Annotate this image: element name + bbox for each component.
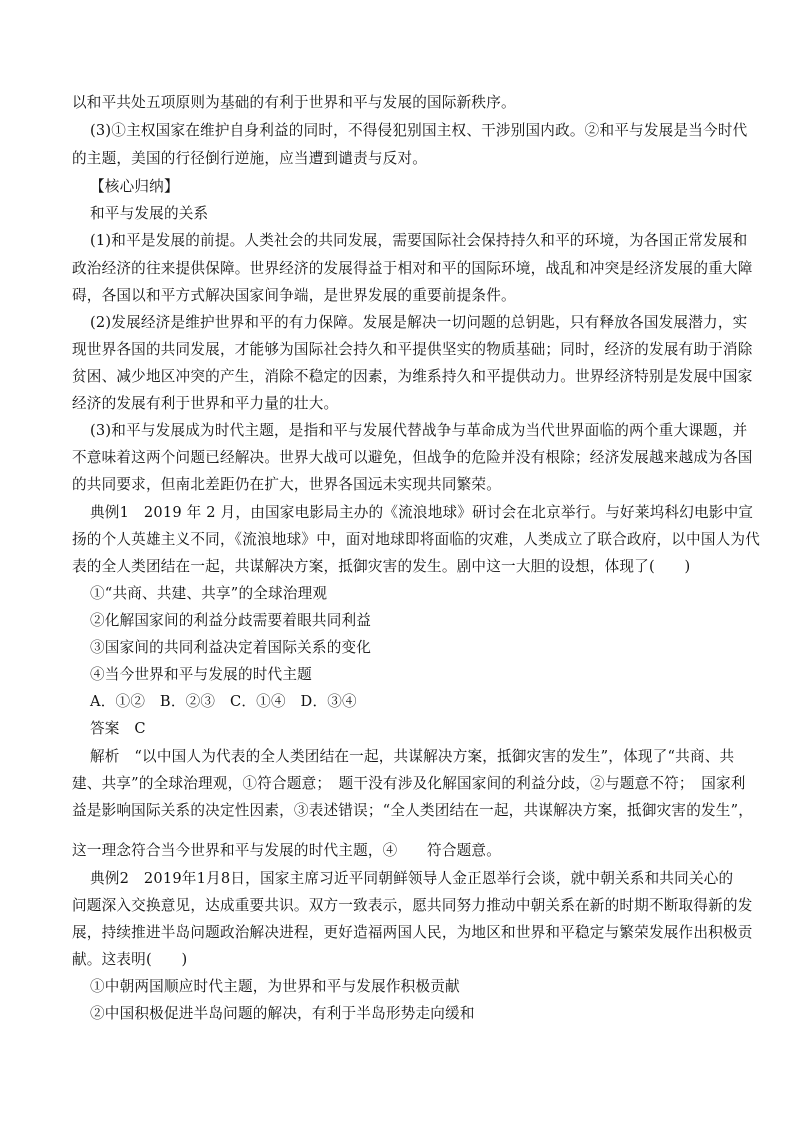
text-line: 献。这表明( ) [72, 951, 188, 968]
text-line: 建、共享”的全球治理观，①符合题意； 题干没有涉及化解国家间的利益分歧，②与题意不符； 国家利 [72, 775, 746, 792]
option-item: ①中朝两国顺应时代主题，为世界和平与发展作积极贡献 [90, 978, 460, 995]
option-item: ④当今世界和平与发展的时代主题 [90, 666, 312, 683]
example-question: 典例1 2019 年 2 月，由国家电影局主办的《流浪地球》研讨会在北京举行。与好莱坞科幻电影中宣 [90, 504, 754, 521]
text-line: 扬的个人英雄主义不同，《流浪地球》中，面对地球即将面临的灾难，人类成立了联合政府，以中国人为代 [72, 531, 761, 548]
text-line: (3)和平与发展成为时代主题，是指和平与发展代替战争与革命成为当代世界面临的两个重大课题，并 [90, 422, 748, 439]
text-line: 的共同要求，但南北差距仍在扩大，世界各国远未实现共同繁荣。 [72, 476, 502, 493]
example-question: 典例2 2019年1月8日，国家主席习近平同朝鲜领导人金正恩举行会谈，就中朝关系和共同关心的 [90, 870, 734, 887]
text-line: 政治经济的往来提供保障。世界经济的发展得益于相对和平的国际环境，战乱和冲突是经济发展的重大障 [72, 260, 753, 277]
text-line: 碍，各国以和平方式解决国家间争端，是世界发展的重要前提条件。 [72, 287, 516, 304]
text-line: (2)发展经济是维护世界和平的有力保障。发展是解决一切问题的总钥匙，只有释放各国发展潜力，实 [90, 314, 748, 331]
section-heading: 【核心归纳】 [90, 178, 179, 195]
text-line: 这一理念符合当今世界和平与发展的时代主题，④ 符合题意。 [72, 842, 502, 859]
answer-line: 答案 C [90, 720, 146, 737]
text-line: 的主题，美国的行径倒行逆施，应当遭到谴责与反对。 [72, 150, 428, 167]
text-line: (3)①主权国家在维护自身利益的同时，不得侵犯别国主权、干涉别国内政。②和平与发展是当今时代 [90, 122, 748, 139]
text-line: 不意味着这两个问题已经解决。世界大战可以避免，但战争的危险并没有根除；经济发展越来越成为各国 [72, 449, 753, 466]
option-item: ②中国积极促进半岛问题的解决，有利于半岛形势走向缓和 [90, 1005, 475, 1022]
text-line: 贫困、减少地区冲突的产生，消除不稳定的因素，为维系持久和平提供动力。世界经济特别是发展中国家 [72, 368, 753, 385]
analysis-line: 解析 “以中国人为代表的全人类团结在一起，共谋解决方案，抵御灾害的发生”，体现了“共商、共 [90, 748, 735, 765]
text-line: 经济的发展有利于世界和平力量的壮大。 [72, 395, 339, 412]
option-item: ①“共商、共建、共享”的全球治理观 [90, 585, 328, 602]
text-line: 展，持续推进半岛问题政治解决进程，更好造福两国人民，为地区和世界和平稳定与繁荣发展作出积极贡 [72, 924, 753, 941]
text-line: 表的全人类团结在一起，共谋解决方案，抵御灾害的发生。剧中这一大胆的设想，体现了( ) [72, 558, 691, 575]
text-line: 问题深入交换意见，达成重要共识。双方一致表示，愿共同努力推动中朝关系在新的时期不断取得新的发 [72, 897, 753, 914]
text-line: 益是影响国际关系的决定性因素，③表述错误；“全人类团结在一起，共谋解决方案，抵御灾害的发生”， [72, 802, 754, 819]
answer-choices: A．①② B．②③ C．①④ D．③④ [90, 693, 357, 710]
subsection-heading: 和平与发展的关系 [90, 205, 209, 222]
option-item: ②化解国家间的利益分歧需要着眼共同利益 [90, 612, 372, 629]
option-item: ③国家间的共同利益决定着国际关系的变化 [90, 639, 372, 656]
text-line: (1)和平是发展的前提。人类社会的共同发展，需要国际社会保持持久和平的环境，为各国正常发展和 [90, 232, 748, 249]
text-line: 以和平共处五项原则为基础的有利于世界和平与发展的国际新秩序。 [72, 94, 516, 111]
text-line: 现世界各国的共同发展，才能够为国际社会持久和平提供坚实的物质基础；同时，经济的发展有助于消除 [72, 341, 753, 358]
